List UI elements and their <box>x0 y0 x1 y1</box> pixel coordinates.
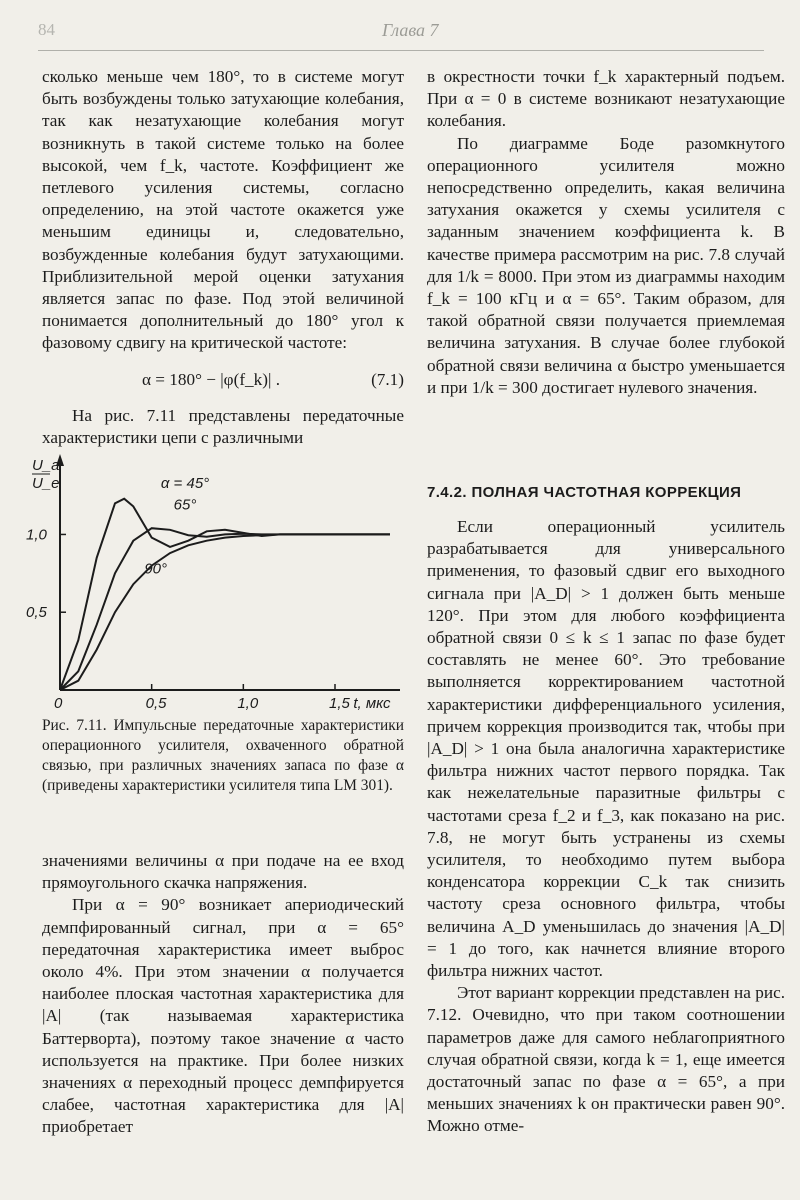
right-column-top <box>427 66 785 399</box>
series-label: α = 45° <box>160 474 210 492</box>
y-label-numerator: U_a <box>32 457 60 474</box>
header-rule <box>38 50 764 51</box>
page-number: 84 <box>38 20 55 39</box>
left-column-top <box>42 66 404 449</box>
x-axis-label: t, мкс <box>353 695 391 710</box>
equation-number: (7.1) <box>371 369 404 389</box>
right-column-bottom <box>427 516 785 1138</box>
section-heading: 7.4.2. ПОЛНАЯ ЧАСТОТНАЯ КОРРЕКЦИЯ <box>427 484 742 501</box>
paragraph: При α = 90° возникает апериодический демпфированный сигнал, при α = 65° передаточная характеристика имеет выброс около 4%. При этом значении α получается наиболее плоская частотная характеристика для |A| (так называемая характеристика Баттерворта), поэтому такое значение α часто используется на практике. При более низких значениях α переходный процесс демпфируется слабее, частотная характеристика для |A| приобретает <box>42 895 404 1137</box>
figure-caption: Рис. 7.11. Импульсные передаточные характеристики операционного усилителя, охваченного обратной связью, при различных значениях запаса по фазе α (приведены характеристики усилителя типа LM 301). <box>42 717 404 794</box>
equation-7-1 <box>42 369 404 391</box>
chart-svg <box>20 440 410 710</box>
series-label: 65° <box>173 496 197 514</box>
paragraph: Если операционный усилитель разрабатывается для универсального применения, то фазовый сдвиг его выходного сигнала при |A_D| > 1 должен быть меньше 120°. При этом для любого коэффициента обратной связи 0 ≤ k ≤ 1 запас по фазе будет составлять не менее 60°. Это требование выполняется корректированием частотной характеристики дифференциального усиления, причем коррекция производится так, чтобы при |A_D| > 1 она была аналогична характеристике фильтра нижних частот первого порядка. Так как нежелательные паразитные фильтры с частотами среза f_2 и f_3, как показано на рис. 7.8, не могут быть устранены из схемы усилителя, то необходимо путем выбора конденсатора коррекции C_k так снизить частоту среза основного фильтра, чтобы величина A_D уменьшилась до значения |A_D| = 1 до того, как начнется влияние второго фильтра нижних частот. <box>427 517 785 981</box>
y-label-denominator: U_e <box>32 475 60 492</box>
running-header <box>38 20 764 46</box>
paragraph: Этот вариант коррекции представлен на рис. 7.12. Очевидно, что при таком соотношении параметров даже для самого неблагоприятного случая обратной связи, когда k = 1, еще имеется достаточный запас по фазе α = 65°, а при меньших значениях k он практически равен 90°. Можно отме- <box>427 983 785 1136</box>
x-tick-label: 0 <box>54 695 63 710</box>
equation-body: α = 180° − |φ(f_k)| . <box>142 369 280 389</box>
chapter-title: Глава 7 <box>382 20 439 40</box>
x-tick-label: 0,5 <box>145 695 167 710</box>
x-tick-label: 1,5 <box>329 695 350 710</box>
x-tick-label: 1,0 <box>237 695 259 710</box>
paragraph: в окрестности точки f_k характерный подъем. При α = 0 в системе возникают незатухающие колебания. <box>427 67 785 131</box>
paragraph: На рис. 7.11 представлены передаточные характеристики цепи с различными <box>42 405 404 448</box>
y-tick-label: 1,0 <box>26 526 47 544</box>
left-column-bottom <box>42 850 404 1139</box>
paragraph: значениями величины α при подаче на ее вход прямоугольного скачка напряжения. <box>42 851 404 893</box>
series-line <box>60 534 390 690</box>
paragraph: сколько меньше чем 180°, то в системе могут быть возбуждены только затухающие колебания, так как незатухающие колебания могут возникнуть в такой системе только на более высокой, чем f_k, частоте. Коэффициент же петлевого усиления системы, согласно определению, на этой частоте окажется уже меньшим единицы и, следовательно, возбужденные колебания будут затухающими. Приблизительной мерой оценки затухания является запас по фазе. Под этой величиной понимается дополнительный до 180° угол к фазовому сдвигу на критической частоте: <box>42 67 404 353</box>
y-tick-label: 0,5 <box>26 604 47 622</box>
series-line <box>60 528 390 690</box>
figure-7-11-chart <box>20 440 410 710</box>
paragraph: По диаграмме Боде разомкнутого операционного усилителя можно непосредственно определить, какая величина затухания окажется у схемы усилителя с заданным значением коэффициента k. В качестве примера рассмотрим на рис. 7.8 случай для 1/k = 8000. При этом из диаграммы находим f_k = 100 кГц и α = 65°. Таким образом, для такой обратной связи получается приемлемая величина затухания. В случае более глубокой обратной связи величина α быстро уменьшается и при 1/k = 300 достигает нулевого значения. <box>427 133 785 397</box>
series-label: 90° <box>144 560 168 578</box>
series-line <box>60 496 390 690</box>
